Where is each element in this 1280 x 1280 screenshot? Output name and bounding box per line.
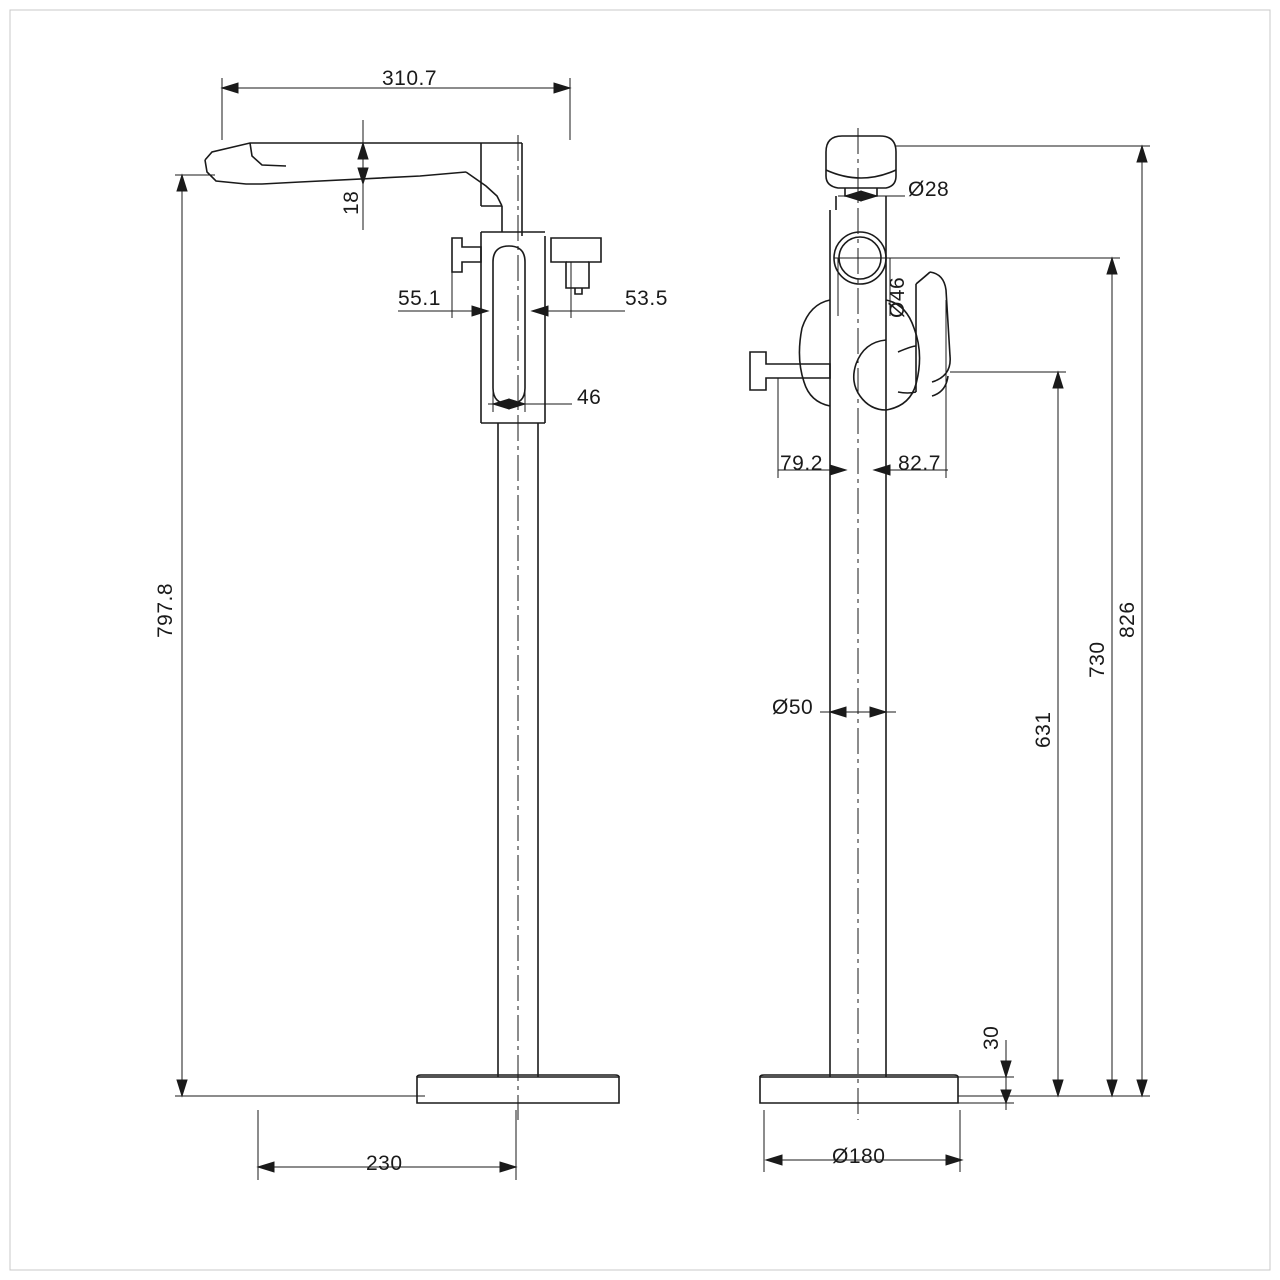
dim-overall-height-right: 826	[1116, 601, 1139, 638]
dim-height-to-body-top: 730	[1086, 641, 1109, 678]
dimension-labels	[154, 67, 1139, 1175]
dim-base-plate-diameter: Ø180	[832, 1145, 886, 1168]
dim-handle-offset-left: 55.1	[398, 287, 441, 310]
left-view-dimension-lines	[175, 78, 625, 1180]
dim-height-to-handle: 631	[1032, 711, 1055, 748]
dim-handle-offset: 82.7	[898, 452, 941, 475]
dim-overall-height-left: 797.8	[154, 582, 177, 638]
dim-diverter-offset: 79.2	[780, 452, 823, 475]
dim-column-diameter: Ø50	[772, 696, 814, 719]
right-view-geometry	[750, 136, 958, 1103]
dim-handle-width: 46	[577, 386, 602, 409]
dim-base-plate-height: 30	[980, 1025, 1003, 1050]
dim-spout-lip-height: 18	[340, 190, 363, 215]
dim-base-width: 230	[366, 1152, 403, 1175]
dim-handle-offset-right: 53.5	[625, 287, 668, 310]
dim-spout-outlet-diameter: Ø28	[908, 178, 950, 201]
dim-spout-reach-total: 310.7	[382, 67, 438, 90]
dim-body-diameter: Ø46	[886, 276, 909, 318]
sheet-border	[10, 10, 1270, 1270]
